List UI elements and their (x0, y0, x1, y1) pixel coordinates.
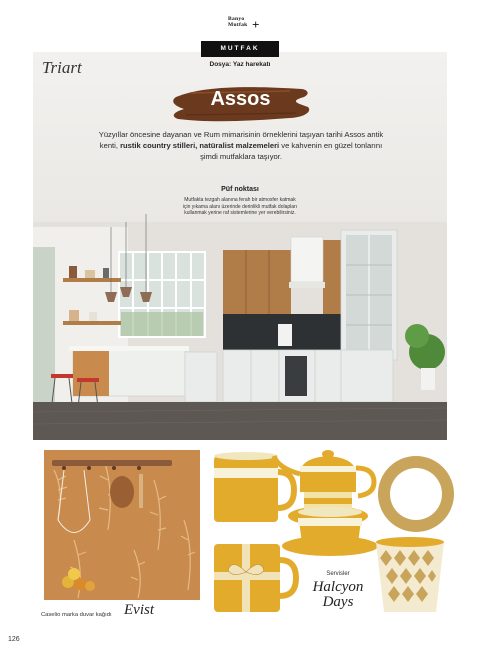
tip-text: Mutfakta tezgah alanına ferah bir atmosfer katmak için yıkama alanı üzerinde derinlikli mutfak dolapları kullanmak yerine raf sistemlerine yer verebilirsiniz. (182, 197, 298, 217)
intro-text-1: Yüzyıllar öncesine dayanan ve Rum mimarisinin örneklerini taşıyan tarihi Assos antik kenti, (98, 130, 384, 150)
logo-plus: + (252, 17, 260, 32)
tableware-label: Servisler (326, 571, 350, 577)
magazine-logo (228, 16, 260, 32)
feature-title: Assos (210, 88, 271, 110)
page-number: 126 (8, 636, 20, 643)
logo-line-2: Mutfak (228, 22, 248, 28)
feature-intro (96, 129, 386, 162)
tableware-brand-line-1: Halcyon (312, 579, 364, 595)
wallpaper-caption: Caselio marka duvar kağıdı (41, 612, 112, 618)
tableware-brand (288, 580, 388, 610)
intro-text-2: ve kahvenin en güzel tonlarını şimdi mutfaklara taşıyor. (200, 141, 383, 161)
logo-line-1: Banyo (228, 16, 245, 22)
intro-bold: rustik country stilleri, natüralist malzemeleri (120, 141, 280, 150)
tableware-brand-line-2: Days (322, 594, 354, 610)
wallpaper-photo (44, 450, 200, 600)
dossier-label: Dosya: Yaz harekatı (209, 61, 271, 68)
brand-name: Triart (42, 58, 82, 77)
tip-title: Püf noktası (221, 186, 259, 193)
wallpaper-brand: Evist (124, 602, 154, 618)
section-label: MUTFAK (201, 41, 279, 57)
